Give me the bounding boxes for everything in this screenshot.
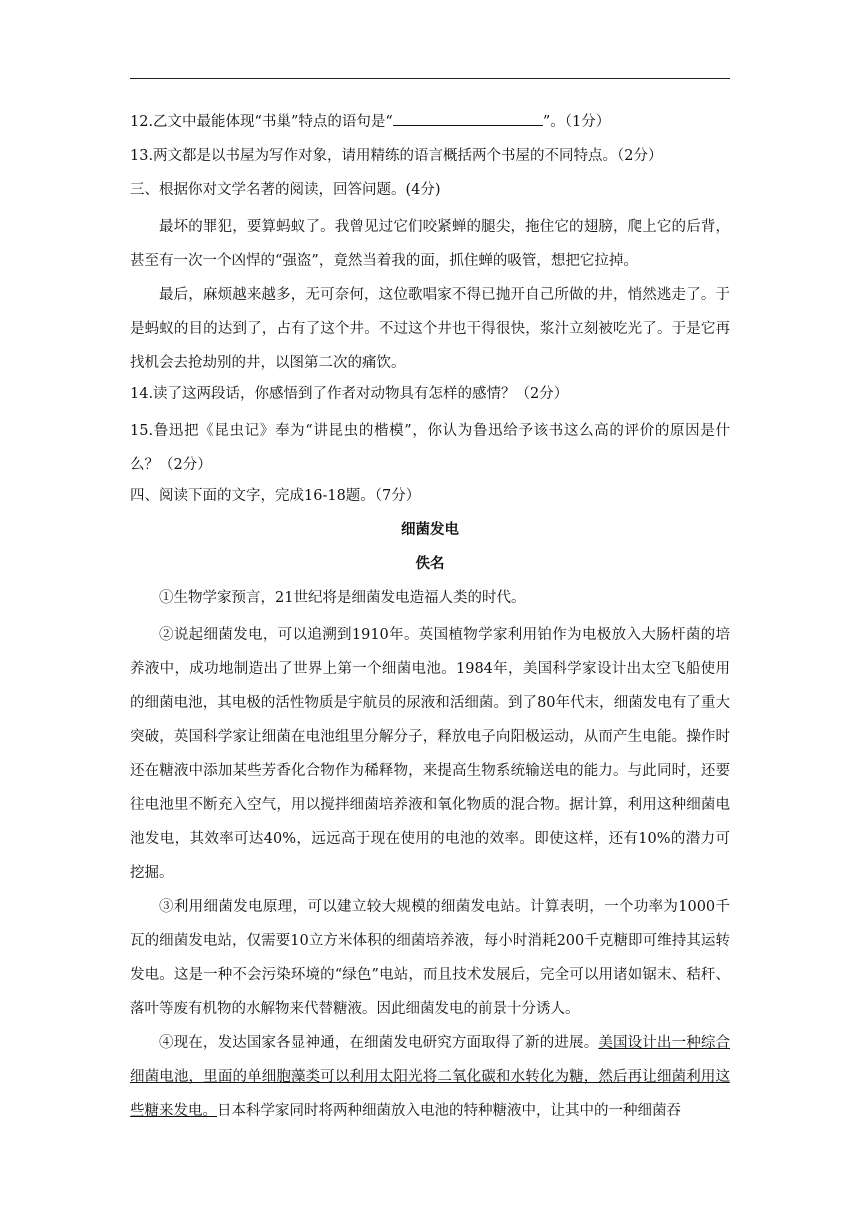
p4-underlined-sentence: 美国设计出一种综合细菌电池，里面的单细胞藻类可以利用太阳光将二氧化碳和水转化为糖，然后再让细菌利用这些糖来发电。 <box>130 1035 731 1119</box>
p4-rest: 日本科学家同时将两种细菌放入电池的特种糖液中，让其中的一种细菌吞 <box>217 1103 681 1119</box>
q12-before: 12.乙文中最能体现“书巢”特点的语句是“ <box>130 114 393 130</box>
p4-plain: ④现在，发达国家各显神通，在细菌发电研究方面取得了新的进展。 <box>159 1035 599 1051</box>
article-paragraph-1: ①生物学家预言，21世纪将是细菌发电造福人类的时代。 <box>159 590 526 606</box>
article-paragraph-4 <box>130 1026 730 1128</box>
answer-blank[interactable] <box>393 111 543 126</box>
document-page <box>130 108 730 1128</box>
question-12 <box>130 108 730 142</box>
question-13: 13.两文都是以书屋为写作对象，请用精练的语言概括两个书屋的不同特点。（2分） <box>130 148 663 164</box>
q12-after: ”。（1分） <box>542 114 611 130</box>
article-title: 细菌发电 <box>401 521 459 538</box>
section-4-heading: 四、阅读下面的文字，完成16-18题。（7分） <box>130 488 421 504</box>
article-author: 佚名 <box>415 555 445 572</box>
question-14: 14.读了这两段话，你感悟到了作者对动物具有怎样的感情？（2分） <box>130 386 569 402</box>
article-paragraph-3: ③利用细菌发电原理，可以建立较大规模的细菌发电站。计算表明，一个功率为1000千瓦的细菌发电站，仅需要10立方米体积的细菌培养液，每小时消耗200千克糖即可维持其运转发电。这是一种不会污染环境的“绿色”电站，而且技术发展后，完全可以用诸如锯末、秸秆、落叶等废有机物的水解物来代替糖液。因此细菌发电的前景十分诱人。 <box>130 899 730 1017</box>
header-rule <box>130 78 730 79</box>
question-15: 15.鲁迅把《昆虫记》奉为“讲昆虫的楷模”，你认为鲁迅给予该书这么高的评价的原因是什么？（2分） <box>130 423 730 473</box>
excerpt-paragraph-1: 最坏的罪犯，要算蚂蚁了。我曾见过它们咬紧蝉的腿尖，拖住它的翅膀，爬上它的后背，甚至有一次一个凶悍的“强盗”，竟然当着我的面，抓住蝉的吸管，想把它拉掉。 <box>130 219 730 269</box>
article-paragraph-2: ②说起细菌发电，可以追溯到1910年。英国植物学家利用铂作为电极放入大肠杆菌的培养液中，成功地制造出了世界上第一个细菌电池。1984年，美国科学家设计出太空飞船使用的细菌电池，其电极的活性物质是宇航员的尿液和活细菌。到了80年代末，细菌发电有了重大突破，英国科学家让细菌在电池组里分解分子，释放电子向阳极运动，从而产生电能。操作时还在糖液中添加某些芳香化合物作为稀释物，来提高生物系统输送电的能力。与此同时，还要往电池里不断充入空气，用以搅拌细菌培养液和氧化物质的混合物。据计算，利用这种细菌电池发电，其效率可达40%，远远高于现在使用的电池的效率。即使这样，还有10%的潜力可挖掘。 <box>130 627 730 881</box>
section-3-heading: 三、根据你对文学名著的阅读，回答问题。(4分) <box>130 182 441 198</box>
excerpt-paragraph-2: 最后，麻烦越来越多，无可奈何，这位歌唱家不得已抛开自己所做的井，悄然逃走了。于是蚂蚁的目的达到了，占有了这个井。不过这个井也干得很快，浆汁立刻被吃光了。于是它再找机会去抢劫别的井，以图第二次的痛饮。 <box>130 287 730 371</box>
